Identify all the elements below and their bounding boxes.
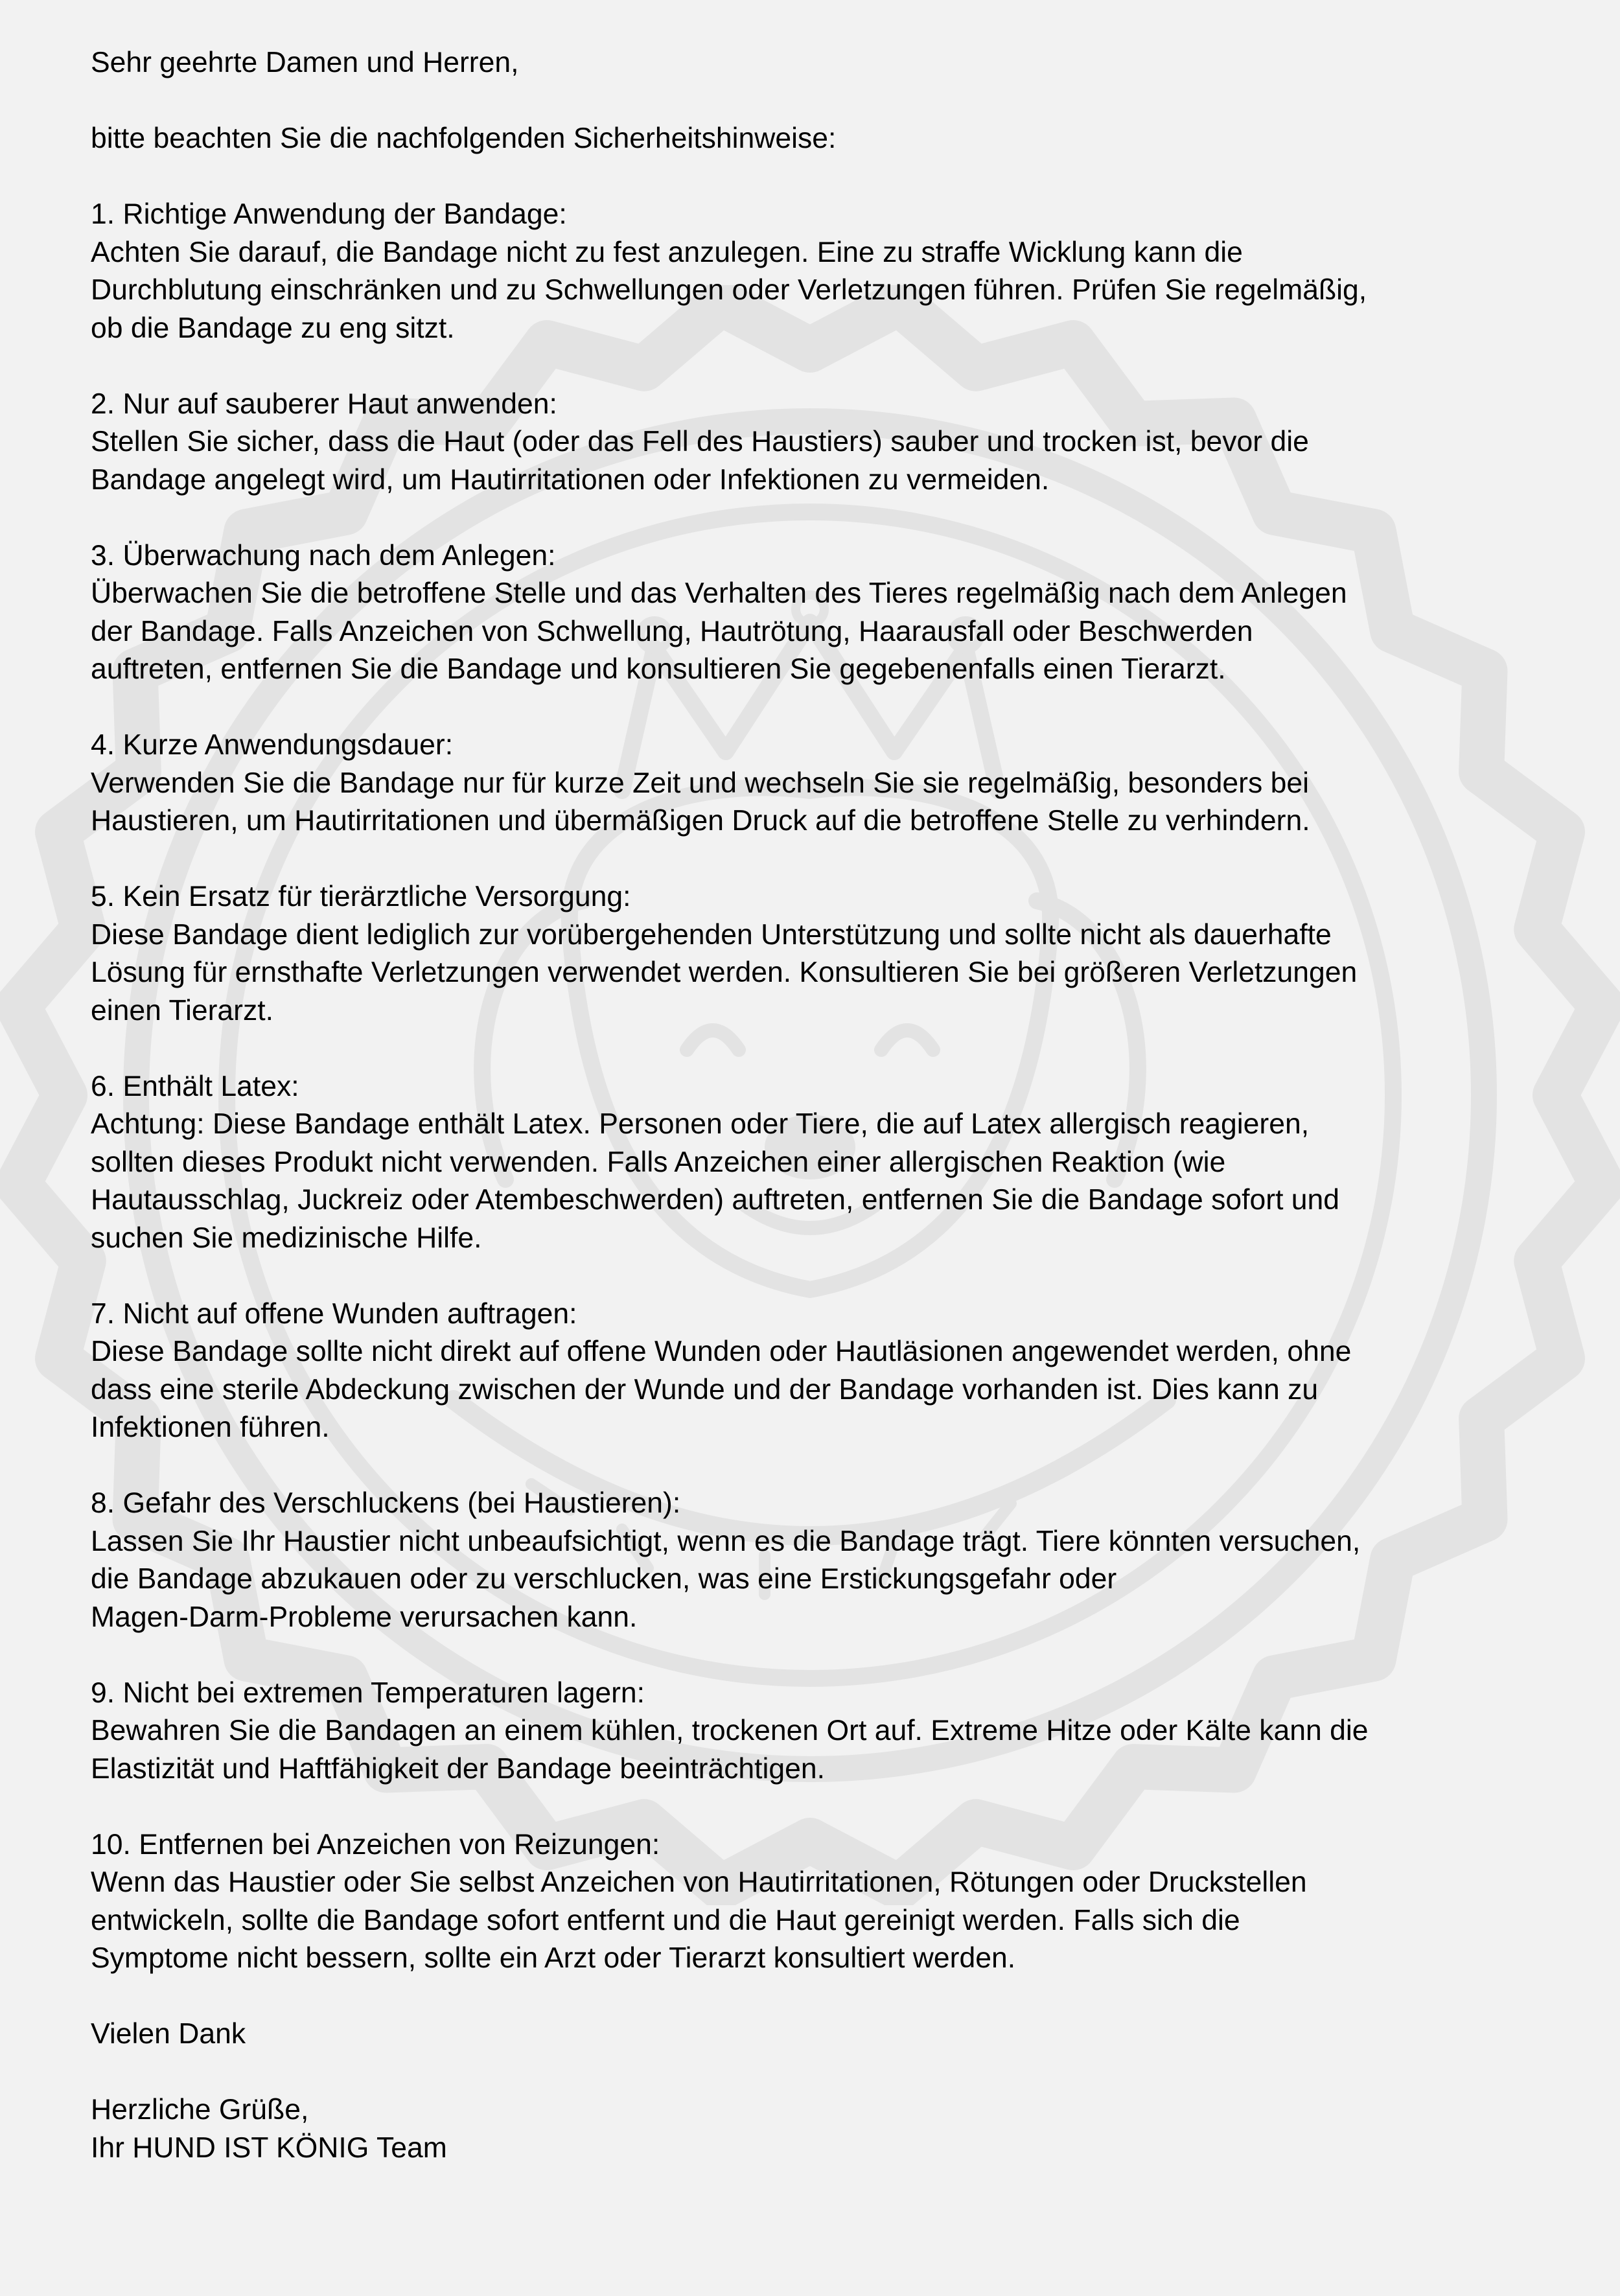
section-body-line: Magen-Darm-Probleme verursachen kann.	[91, 1601, 638, 1633]
safety-section	[91, 1295, 1555, 1447]
section-heading: 5. Kein Ersatz für tierärztliche Versorgung:	[91, 881, 631, 912]
section-body-line: sollten dieses Produkt nicht verwenden. Falls Anzeichen einer allergischen Reaktion (wie	[91, 1146, 1226, 1178]
section-body-line: entwickeln, sollte die Bandage sofort entfernt und die Haut gereinigt werden. Falls sich die	[91, 1904, 1240, 1936]
section-body-line: Infektionen führen.	[91, 1411, 330, 1443]
section-body-line: Diese Bandage dient lediglich zur vorübergehenden Unterstützung und sollte nicht als dauerhafte	[91, 918, 1332, 951]
section-body-line: einen Tierarzt.	[91, 994, 273, 1026]
intro: bitte beachten Sie die nachfolgenden Sicherheitshinweise:	[91, 122, 837, 154]
section-body-line: Diese Bandage sollte nicht direkt auf offene Wunden oder Hautläsionen angewendet werden, ohne	[91, 1336, 1352, 1367]
section-heading: 2. Nur auf sauberer Haut anwenden:	[91, 388, 557, 420]
section-body-line: ob die Bandage zu eng sitzt.	[91, 312, 455, 344]
section-body-line: Achten Sie darauf, die Bandage nicht zu fest anzulegen. Eine zu straffe Wicklung kann die	[91, 236, 1243, 268]
section-body-line: Wenn das Haustier oder Sie selbst Anzeichen von Hautirritationen, Rötungen oder Druckstellen	[91, 1866, 1307, 1898]
section-heading: 3. Überwachung nach dem Anlegen:	[91, 539, 556, 572]
section-heading: 1. Richtige Anwendung der Bandage:	[91, 198, 567, 230]
section-heading: 7. Nicht auf offene Wunden auftragen:	[91, 1297, 577, 1330]
section-body-line: dass eine sterile Abdeckung zwischen der Wunde und der Bandage vorhanden ist. Dies kann zu	[91, 1373, 1319, 1406]
section-body-line: Bewahren Sie die Bandagen an einem kühlen, trockenen Ort auf. Extreme Hitze oder Kälte kann die	[91, 1715, 1369, 1746]
section-body-line: Bandage angelegt wird, um Hautirritationen oder Infektionen zu vermeiden.	[91, 463, 1050, 496]
safety-section	[91, 1068, 1555, 1258]
section-body-line: Haustieren, um Hautirritationen und übermäßigen Druck auf die betroffene Stelle zu verhindern.	[91, 805, 1310, 837]
safety-section	[91, 1826, 1555, 1978]
thanks: Vielen Dank	[91, 2018, 246, 2050]
section-heading: 10. Entfernen bei Anzeichen von Reizungen:	[91, 1828, 660, 1861]
section-body-line: der Bandage. Falls Anzeichen von Schwellung, Hautrötung, Haarausfall oder Beschwerden	[91, 615, 1253, 647]
safety-section	[91, 386, 1555, 500]
closing: Herzliche Grüße,	[91, 2094, 309, 2126]
section-body-line: Lassen Sie Ihr Haustier nicht unbeaufsichtigt, wenn es die Bandage trägt. Tiere könnten versuchen,	[91, 1525, 1361, 1557]
section-heading: 9. Nicht bei extremen Temperaturen lagern:	[91, 1676, 645, 1709]
safety-letter	[91, 44, 1555, 2167]
section-body-line: Hautausschlag, Juckreiz oder Atembeschwerden) auftreten, entfernen Sie die Bandage sofort und	[91, 1184, 1340, 1216]
safety-section	[91, 537, 1555, 689]
section-body-line: Achtung: Diese Bandage enthält Latex. Personen oder Tiere, die auf Latex allergisch reagieren,	[91, 1108, 1310, 1140]
section-body-line: Stellen Sie sicher, dass die Haut (oder das Fell des Haustiers) sauber und trocken ist, bevor die	[91, 426, 1309, 458]
section-body-line: die Bandage abzukauen oder zu verschlucken, was eine Erstickungsgefahr oder	[91, 1563, 1117, 1595]
section-body-line: Symptome nicht bessern, sollte ein Arzt oder Tierarzt konsultiert werden.	[91, 1942, 1016, 1974]
section-heading: 4. Kurze Anwendungsdauer:	[91, 729, 454, 761]
closing-block	[91, 2091, 1555, 2167]
salutation: Sehr geehrte Damen und Herren,	[91, 47, 519, 78]
safety-sections	[91, 196, 1555, 1978]
safety-section	[91, 196, 1555, 347]
safety-section	[91, 726, 1555, 841]
section-body-line: Durchblutung einschränken und zu Schwellungen oder Verletzungen führen. Prüfen Sie regelmäßig,	[91, 274, 1367, 306]
section-body-line: Elastizität und Haftfähigkeit der Bandage beeinträchtigen.	[91, 1752, 826, 1785]
section-heading: 8. Gefahr des Verschluckens (bei Haustieren):	[91, 1487, 681, 1519]
safety-section	[91, 878, 1555, 1030]
section-body-line: auftreten, entfernen Sie die Bandage und konsultieren Sie gegebenenfalls einen Tierarzt.	[91, 653, 1226, 685]
safety-section	[91, 1485, 1555, 1636]
section-body-line: Verwenden Sie die Bandage nur für kurze Zeit und wechseln Sie sie regelmäßig, besonders bei	[91, 767, 1309, 799]
section-heading: 6. Enthält Latex:	[91, 1070, 299, 1102]
section-body-line: Lösung für ernsthafte Verletzungen verwendet werden. Konsultieren Sie bei größeren Verletzungen	[91, 957, 1358, 988]
section-body-line: Überwachen Sie die betroffene Stelle und das Verhalten des Tieres regelmäßig nach dem Anlegen	[91, 577, 1347, 609]
section-body-line: suchen Sie medizinische Hilfe.	[91, 1222, 482, 1254]
signature: Ihr HUND IST KÖNIG Team	[91, 2131, 447, 2164]
safety-section	[91, 1675, 1555, 1789]
